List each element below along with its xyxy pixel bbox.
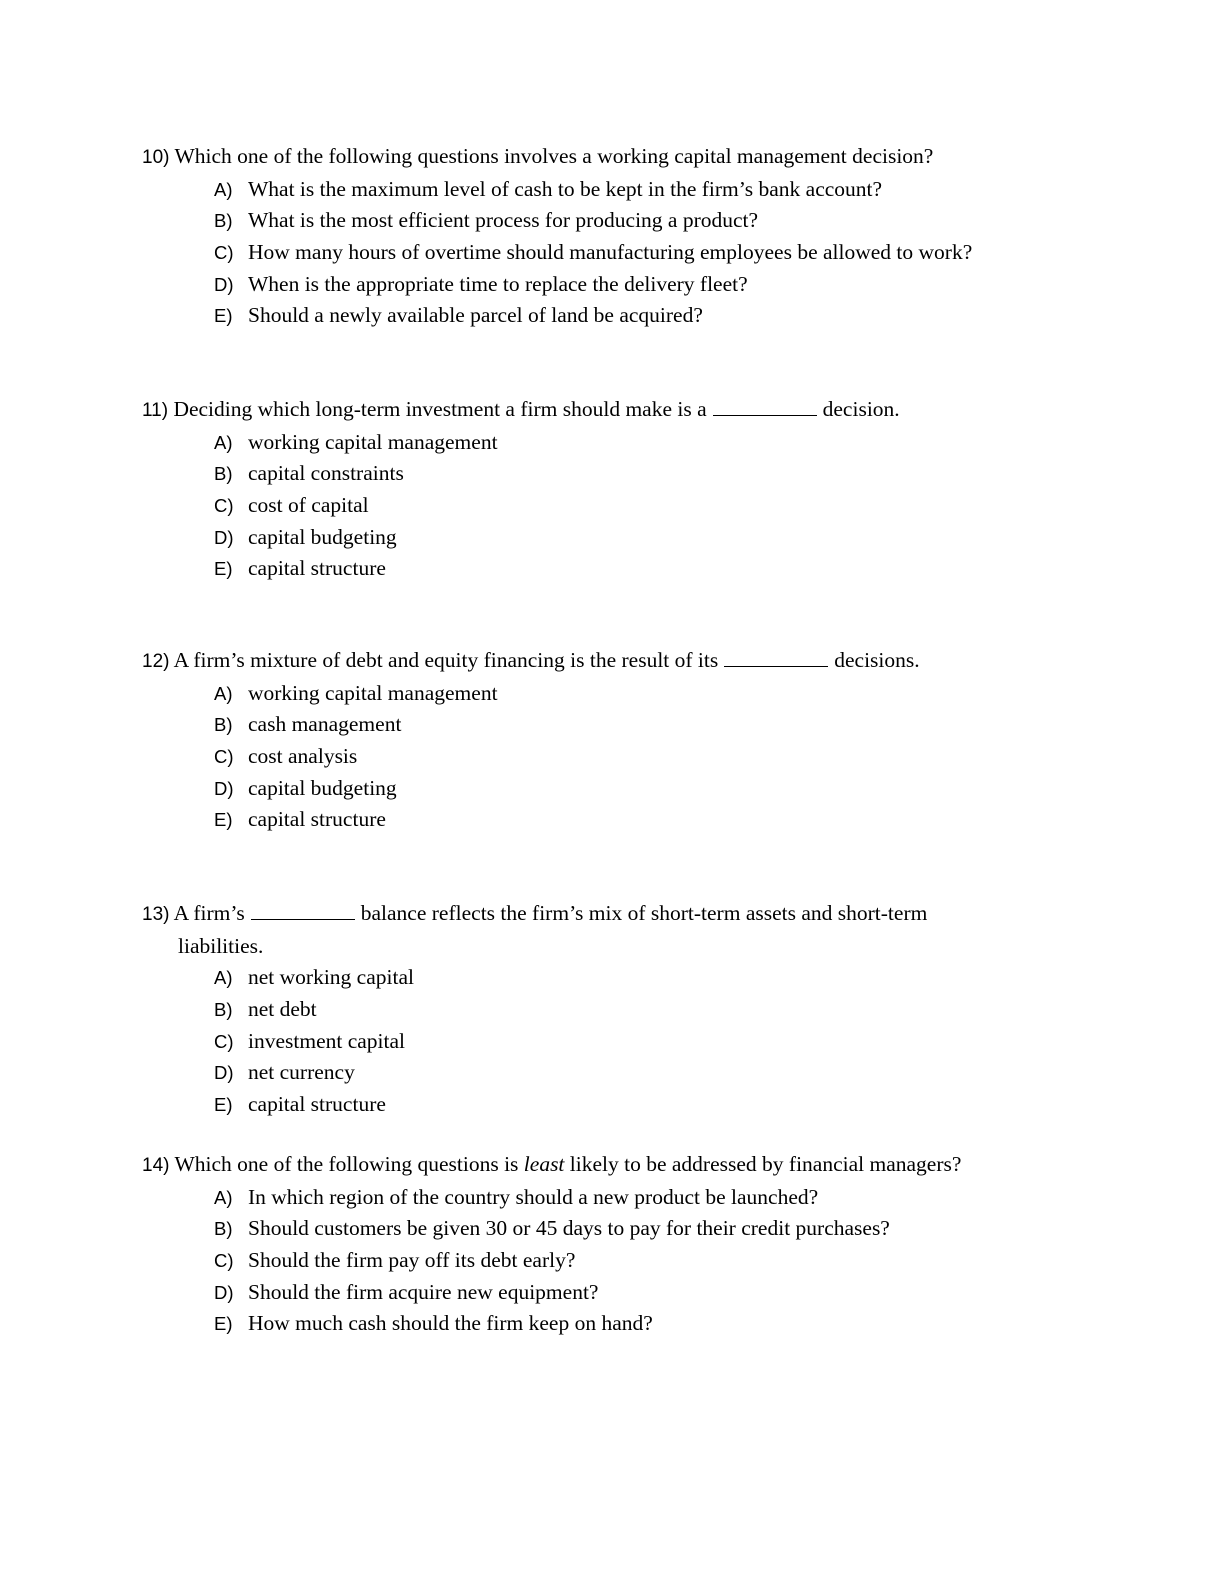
- answer-blank: [724, 649, 828, 667]
- option-text: net currency: [248, 1060, 355, 1085]
- option-a: [142, 678, 1082, 710]
- question-stem: [142, 898, 1082, 931]
- option-text: investment capital: [248, 1028, 406, 1053]
- option-e: [142, 1308, 1082, 1340]
- option-d: [142, 1277, 1082, 1309]
- answer-options: [142, 1182, 1082, 1340]
- question-text: A firm’s mixture of debt and equity financing is the result of its: [173, 648, 719, 672]
- option-text: capital structure: [248, 556, 386, 581]
- question-12: [142, 645, 1082, 836]
- option-letter: A): [214, 967, 233, 989]
- answer-options: [142, 962, 1082, 1120]
- option-letter: D): [214, 777, 234, 799]
- question-13: [142, 898, 1082, 1121]
- answer-options: [142, 427, 1082, 585]
- question-stem: [142, 645, 1082, 678]
- question-stem: [142, 141, 1082, 174]
- option-letter: A): [214, 682, 233, 704]
- question-number: 14): [142, 1155, 170, 1176]
- answer-blank: [713, 398, 817, 416]
- option-text: Should the firm pay off its debt early?: [248, 1248, 576, 1273]
- option-letter: B): [214, 714, 233, 736]
- option-letter: D): [214, 1281, 234, 1303]
- option-b: [142, 1213, 1082, 1245]
- option-letter: A): [214, 431, 233, 453]
- question-number: 12): [142, 651, 170, 672]
- option-letter: A): [214, 178, 233, 200]
- option-c: [142, 237, 1082, 269]
- option-a: [142, 174, 1082, 206]
- question-text-end: decision.: [822, 397, 900, 421]
- option-letter: B): [214, 1218, 233, 1240]
- option-text: capital constraints: [248, 461, 404, 486]
- option-c: [142, 1026, 1082, 1058]
- option-text: Should the firm acquire new equipment?: [248, 1279, 599, 1304]
- option-text: net working capital: [248, 965, 414, 990]
- option-letter: A): [214, 1186, 233, 1208]
- option-letter: D): [214, 273, 234, 295]
- option-text: working capital management: [248, 429, 498, 454]
- question-stem-continued: liabilities.: [178, 933, 264, 958]
- option-letter: E): [214, 809, 233, 831]
- answer-options: [142, 678, 1082, 836]
- option-letter: B): [214, 463, 233, 485]
- option-text: When is the appropriate time to replace the delivery fleet?: [248, 271, 748, 296]
- option-letter: D): [214, 526, 234, 548]
- option-e: [142, 804, 1082, 836]
- emphasis-word: least: [523, 1152, 565, 1176]
- question-text-end: decisions.: [834, 648, 920, 672]
- option-d: [142, 773, 1082, 805]
- question-14: [142, 1149, 1082, 1340]
- option-letter: E): [214, 1094, 233, 1116]
- option-letter: C): [214, 495, 234, 517]
- question-text-end: balance reflects the firm’s mix of short-term assets and short-term: [360, 901, 928, 925]
- option-text: What is the maximum level of cash to be kept in the firm’s bank account?: [248, 176, 883, 201]
- option-text: capital budgeting: [248, 775, 397, 800]
- option-letter: C): [214, 242, 234, 264]
- option-text: How many hours of overtime should manufacturing employees be allowed to work?: [248, 240, 973, 265]
- question-stem: [142, 1149, 1082, 1182]
- question-number: 10): [142, 147, 170, 168]
- option-a: [142, 427, 1082, 459]
- option-c: [142, 741, 1082, 773]
- option-c: [142, 490, 1082, 522]
- option-letter: C): [214, 1250, 234, 1272]
- option-e: [142, 553, 1082, 585]
- option-text: cash management: [248, 712, 402, 737]
- option-text: How much cash should the firm keep on hand?: [248, 1311, 653, 1336]
- option-text: Should a newly available parcel of land be acquired?: [248, 303, 703, 328]
- option-b: [142, 709, 1082, 741]
- option-text: cost of capital: [248, 493, 369, 518]
- question-text: Which one of the following questions involves a working capital management decision?: [174, 144, 934, 168]
- answer-blank: [251, 902, 355, 920]
- option-text: In which region of the country should a new product be launched?: [248, 1184, 819, 1209]
- option-a: [142, 962, 1082, 994]
- question-text: A firm’s: [173, 901, 245, 925]
- question-text: Which one of the following questions is: [174, 1152, 519, 1176]
- option-letter: B): [214, 210, 233, 232]
- option-d: [142, 269, 1082, 301]
- answer-options: [142, 174, 1082, 332]
- option-text: What is the most efficient process for producing a product?: [248, 208, 759, 233]
- option-letter: E): [214, 1313, 233, 1335]
- option-e: [142, 1089, 1082, 1121]
- question-text: Deciding which long-term investment a firm should make is a: [173, 397, 707, 421]
- option-letter: E): [214, 558, 233, 580]
- option-text: Should customers be given 30 or 45 days to pay for their credit purchases?: [248, 1216, 890, 1241]
- question-text-end: likely to be addressed by financial managers?: [569, 1152, 962, 1176]
- question-number: 11): [142, 400, 169, 421]
- option-letter: C): [214, 746, 234, 768]
- question-10: [142, 141, 1082, 332]
- option-text: cost analysis: [248, 744, 358, 769]
- option-text: capital structure: [248, 807, 386, 832]
- option-d: [142, 522, 1082, 554]
- option-text: capital budgeting: [248, 524, 397, 549]
- option-text: capital structure: [248, 1092, 386, 1117]
- option-letter: B): [214, 999, 233, 1021]
- option-b: [142, 458, 1082, 490]
- question-number: 13): [142, 904, 170, 925]
- option-e: [142, 300, 1082, 332]
- option-c: [142, 1245, 1082, 1277]
- option-b: [142, 205, 1082, 237]
- option-a: [142, 1182, 1082, 1214]
- option-d: [142, 1057, 1082, 1089]
- question-11: [142, 394, 1082, 585]
- question-stem: [142, 394, 1082, 427]
- option-b: [142, 994, 1082, 1026]
- option-letter: C): [214, 1030, 234, 1052]
- option-letter: E): [214, 305, 233, 327]
- option-text: net debt: [248, 997, 317, 1022]
- option-text: working capital management: [248, 680, 498, 705]
- option-letter: D): [214, 1062, 234, 1084]
